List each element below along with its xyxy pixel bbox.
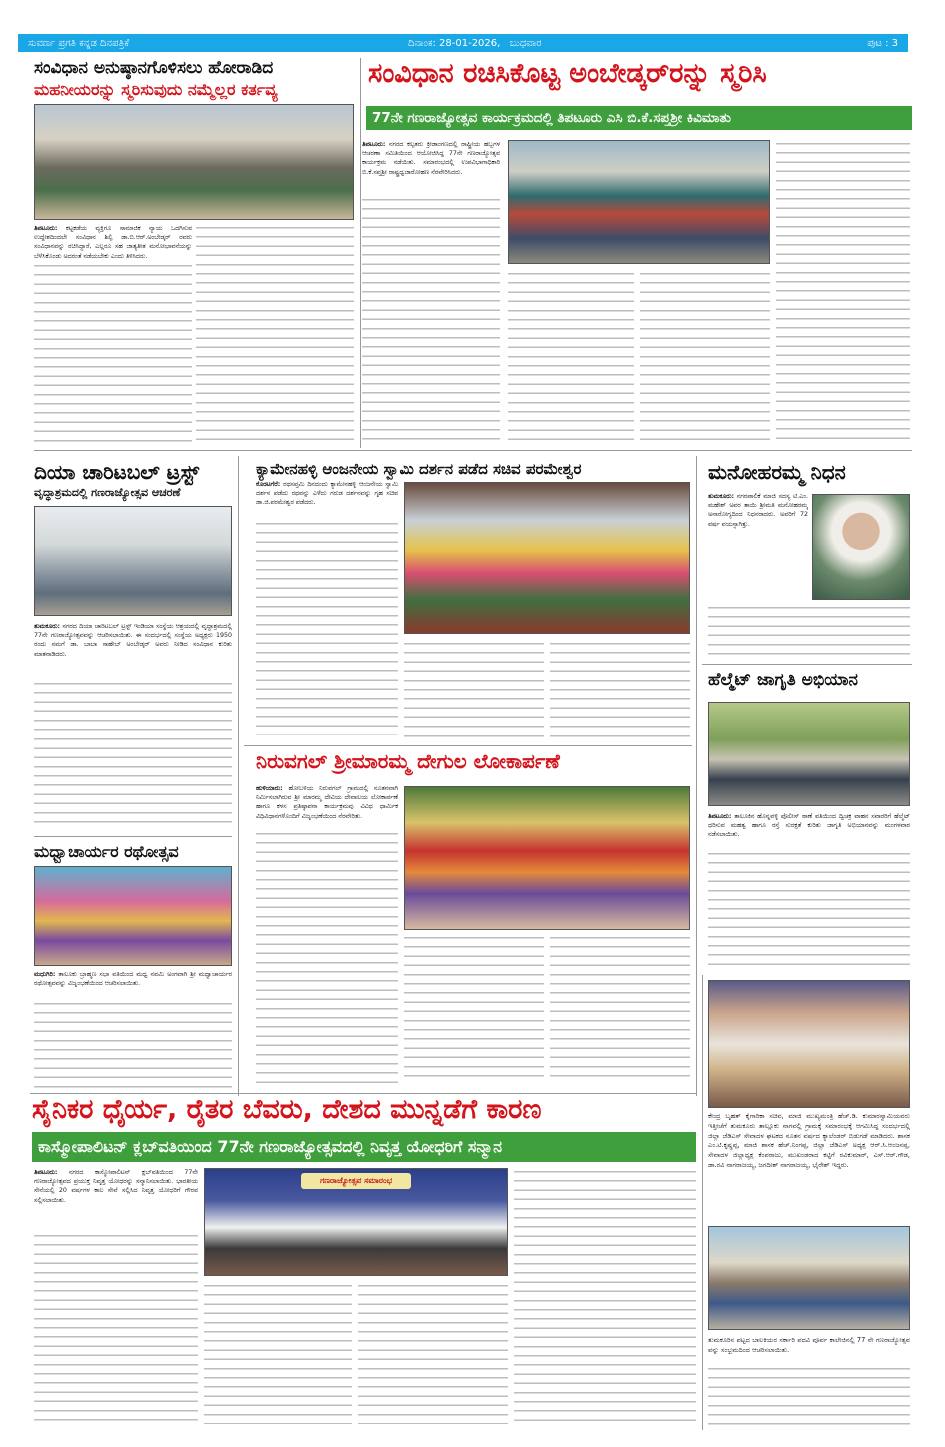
article-text-lines (550, 934, 690, 1084)
dateline: ಮಧುಗಿರಿ: (34, 971, 56, 978)
article-text-lines (34, 262, 192, 446)
article-text-lines (708, 1365, 910, 1425)
article-text-lines (34, 680, 232, 830)
article-text-lines (34, 1000, 232, 1090)
headline-manoharamma: ಮನೋಹರಮ್ಮ ನಿಧನ (708, 460, 846, 484)
column-divider (702, 975, 703, 1430)
photo-cosmopolitan-club (204, 1168, 508, 1276)
dateline: ತಿಪಟೂರು: (34, 1169, 58, 1176)
headline-madhvacharya: ಮಧ್ವಾಚಾರ್ಯರ ರಥೋತ್ಸವ (34, 842, 179, 861)
article-lead: ನಗರದ ಕಾಸ್ಮೋಪಾಲಿಟನ್ ಕ್ಲಬ್‌ವತಿಯಿಂದ 77ನೇ ಗಣರಾಜ್ಯೋತ್ಸವದ ಪ್ರಯುಕ್ತ ನಿವೃತ್ತ ಯೋಧರನ್ನು ಸನ್ಮಾನಿಸಲಾಯಿತು. ಭಾರತೀಯ ಸೇನೆಯಲ್ಲಿ 20 ವರ್ಷಗಳ ಕಾಲ ಸೇವೆ ಸಲ್ಲಿಸಿದ ನಿವೃತ್ತ ಯೋಧರಿಗೆ ಗೌರವ ಸಲ್ಲಿಸಲಾಯಿತು. (34, 1169, 198, 1204)
article-text-lines (256, 520, 398, 735)
photo-parameshwara-temple (404, 482, 690, 634)
paper-name: ಸುವರ್ಣ ಪ್ರಗತಿ ಕನ್ನಡ ದಿನಪತ್ರಿಕೆ (28, 37, 130, 49)
issue-date (408, 38, 542, 49)
dateline: ತಿಪಟೂರು: (34, 225, 58, 232)
dateline: ಹುಳಿಯಾರು: (256, 785, 283, 792)
column-divider (696, 456, 697, 1096)
headline-sainikara: ಸೈನಿಕರ ಧೈರ್ಯ, ರೈತರ ಬೆವರು, ದೇಶದ ಮುನ್ನಡೆಗೆ ಕಾರಣ (32, 1094, 542, 1125)
caption-school-republic-day: ತುಮಕೂರಿನ ಪಟ್ಟದ ಬಾಲಕಿಯರ ಸರ್ಕಾರಿ ಪದವಿ ಪೂರ್ವ ಕಾಲೇಜಿನಲ್ಲಿ 77 ನೇ ಗಣರಾಜ್ಯೋತ್ಸವ ವನ್ನು ಸಂಭ್ರಮದಿಂದ ಆಚರಿಸಲಾಯಿತು. (708, 1336, 910, 1354)
section-divider (34, 450, 912, 451)
column-divider (360, 58, 361, 448)
caption-calendar-release: ಕೇಂದ್ರ ಬೃಹತ್ ಕೈಗಾರಿಕಾ ಸಚಿವ, ಮಾಜಿ ಮುಖ್ಯಮಂತ್ರಿ ಹೆಚ್.ಡಿ. ಕುಮಾರಸ್ವಾಮಿಯವರು ಇತ್ತೀಚೆಗೆ ತುಮಕೂರು ತಾಲ್ಲೂಕು ನಾಗವಲ್ಲಿ ಗ್ರಾಮಕ್ಕೆ ಸಮಾರಂಭಕ್ಕೆ ಆಗಮಿಸಿದ್ದ ಸಂದರ್ಭದಲ್ಲಿ ಜಿಲ್ಲಾ ಜೆಡಿಎಸ್ ಸೇವಾದಳ ಘಟಕದ ನೂತನ ವರ್ಷದ ಕ್ಯಾಲೆಂಡರ್ ಬಿಡುಗಡೆ ಮಾಡಿದರು. ಶಾಸಕ ಎಂ.ಟಿ.ಕೃಷ್ಣಪ್ಪ, ಮಾಜಿ ಶಾಸಕ ಹೆಚ್.ನಿಂಗಪ್ಪ, ಜಿಲ್ಲಾ ಜೆಡಿಎಸ್ ಅಧ್ಯಕ್ಷ ಆರ್.ಸಿ.ಆಂಜನಪ್ಪ, ಸೇವಾದಳ ಜಿಲ್ಲಾಧ್ಯಕ್ಷ ಕೆಂಪರಾಜು, ಮುಖಂಡರಾದ ಕಟ್ಟಿಗೆ ರವಿಕುಮಾರ್, ಎಸ್.ಆರ್.ಗೌಡ, ಡಾ.ರವಿ ನಾಗರಾಜಯ್ಯ, ಜಗದೀಶ್ ನಾಗರಾಜಯ್ಯ, ಭೈರೇಶ್ ಇದ್ದರು. (708, 1112, 910, 1169)
article-lead: ರಥಸಪ್ತಮಿ ದಿನದಂದು ಕ್ಯಾಮೇನಹಳ್ಳಿ ಆಂಜನೇಯ ಸ್ವಾಮಿ ದರ್ಶನ ಪಡೆದು ರಥವನ್ನು ಎಳೆದು ಗರುಡ ದರ್ಶನವನ್ನು ಗೃಹ ಸಚಿವ ಡಾ.ಜಿ.ಪರಮೇಶ್ವರ ಪಡೆದರು. (256, 481, 398, 507)
article-text-lines (514, 1168, 696, 1424)
article-text-lines (404, 934, 544, 1084)
photo-calendar-release (708, 980, 910, 1108)
article-lead: ಕಟ್ಟಕಡೆಯ ವ್ಯಕ್ತಿಗೂ ಸಾಮಾಜಿಕ ನ್ಯಾಯ ಒದಗಿಸುವ ಉದ್ದೇಶದಿಂದಲೇ ಸಂವಿಧಾನ ಶಿಲ್ಪಿ ಡಾ.ಬಿ.ಆರ್.ಅಂಬೇಡ್ಕರ್ ರವರು ಸಂವಿಧಾನವನ್ನು ರಚಿಸಿದ್ದಾರೆ, ಎಲ್ಲರೂ ಸಹ ಜಾತ್ಯತೀತ ಮನೋಭಾವನೆಯನ್ನು ಬೆಳೆಸಿಕೊಂಡು ಅದರಂತೆ ನಡೆಯಬೇಕು ಎಂದು ತಿಳಿಸಿದರು. (34, 225, 192, 260)
article-lead: ನಗರದ ದಿಯಾ ಚಾರಿಟಬಲ್ ಟ್ರಸ್ಟ್ ಇಂಡಿಯಾ ಸಂಸ್ಥೆಯ ಆಶ್ರಯದಲ್ಲಿ ವೃದ್ಧಾಶ್ರಮದಲ್ಲಿ 77ನೇ ಗಣರಾಜ್ಯೋತ್ಸವವನ್ನು ಆಚರಿಸಲಾಯಿತು. ಈ ಸಂದರ್ಭದಲ್ಲಿ ಸಂಸ್ಥೆಯ ಅಧ್ಯಕ್ಷರು 1950 ರಂದು ನಮಗೆ ಡಾ. ಬಾಬಾ ಸಾಹೇಬ್ ಅಂಬೇಡ್ಕರ್ ಅವರು ನೀಡಿದ ಸಂವಿಧಾನ ಕುರಿತು ಮಾತನಾಡಿದರು. (34, 623, 232, 658)
weekday-text: ಬುಧವಾರ (509, 37, 542, 49)
photo-diya-trust (34, 506, 232, 616)
article-lead: ತಾಲೂಕು ಬ್ರಾಹ್ಮಣ ಸಭಾ ವತಿಯಿಂದ ಮಧ್ವ ನವಮಿ ಅಂಗವಾಗಿ ಶ್ರೀ ಮಧ್ವಾಚಾರ್ಯರ ರಥೋತ್ಸವವನ್ನು ವಿಜೃಂಭಣೆಯಿಂದ ಆಚರಿಸಲಾಯಿತು. (34, 971, 232, 988)
dateline: ತಿಪಟೂರು: (362, 141, 386, 148)
article-text-lines (404, 640, 544, 740)
article-text-lines (256, 830, 398, 1085)
article-lead: ತಾಲೂಕಿನ ಹೊನ್ನವಳ್ಳಿ ಪೊಲೀಸ್ ಠಾಣೆ ವತಿಯಿಂದ ದ್ವಿಚಕ್ರ ವಾಹನ ಸವಾರರಿಗೆ ಹೆಲ್ಮೆಟ್ ಧರಿಸುವ ಮಹತ್ವ ಹಾಗೂ ರಸ್ತೆ ಸುರಕ್ಷತೆ ಕುರಿತು ಜಾಗೃತಿ ಅಭಿಯಾನವನ್ನು ಮಂಗಳವಾರ ನಡೆಸಲಾಯಿತು. (708, 813, 910, 839)
article-text-lines (358, 1282, 508, 1424)
article-text-lines (362, 196, 500, 440)
photo-republic-day-stage (508, 140, 770, 264)
article-text-lines (708, 604, 910, 660)
photo-manoharamma-portrait (812, 494, 910, 600)
photo-maramma-temple (404, 786, 690, 930)
photo-helmet-campaign (708, 702, 910, 806)
photo-school-republic-day (708, 1226, 910, 1330)
page-number: ಪುಟ : 3 (867, 37, 898, 49)
article-text-lines (508, 270, 634, 440)
article-lead: ನಗರದ ಕಲ್ಪತರು ಕ್ರೀಡಾಂಗಣದಲ್ಲಿ ರಾಷ್ಟ್ರೀಯ ಹಬ್ಬಗಳ ಆಚರಣಾ ಸಮಿತಿಯಿಂದ ಆಯೋಜಿಸಿದ್ದ 77ನೇ ಗಣರಾಜ್ಯೋತ್ಸವ ಕಾರ್ಯಕ್ರಮ ನಡೆಯಿತು. ಸಮಾರಂಭದಲ್ಲಿ ಉಪವಿಭಾಗಾಧಿಕಾರಿ ಬಿ.ಕೆ.ಸಪ್ತಶ್ರೀ ರಾಷ್ಟ್ರಧ್ವಜಾರೋಹಣ ನೆರವೇರಿಸಿದರು. (362, 141, 500, 176)
subheadline-sainikara: ಕಾಸ್ಮೋಪಾಲಿಟನ್ ಕ್ಲಬ್‌ವತಿಯಿಂದ 77ನೇ ಗಣರಾಜ್ಯೋತ್ಸವದಲ್ಲಿ ನಿವೃತ್ತ ಯೋಧರಿಗೆ ಸನ್ಮಾನ (32, 1132, 696, 1162)
subheadline-diya-trust: ವೃದ್ಧಾಶ್ರಮದಲ್ಲಿ ಗಣರಾಜ್ಯೋತ್ಸವ ಆಚರಣೆ (34, 486, 181, 499)
article-text-lines (196, 224, 354, 446)
article-lead: ನಗರಪಾಲಿಕೆ ಮಾಜಿ ಸದಸ್ಯ ಟಿ.ಎಂ. ಮಹೇಶ್ ಅವರ ತಾಯಿ ಶ್ರೀಮತಿ ಮನೋಹರಮ್ಮ ಅನಾರೋಗ್ಯದಿಂದ ನಿಧನರಾದರು. ಅವರಿಗೆ 72 ವರ್ಷ ವಯಸ್ಸಾಗಿತ್ತು. (708, 493, 808, 528)
headline-diya-trust: ದಿಯಾ ಚಾರಿಟಬಲ್ ಟ್ರಸ್ಟ್ (34, 460, 200, 484)
dateline: ತಿಪಟೂರು: (708, 813, 732, 820)
article-text-lines (640, 270, 770, 440)
section-divider (34, 836, 232, 837)
article-text-lines (776, 140, 910, 440)
date-text: ದಿನಾಂಕ: 28-01-2026, (408, 37, 501, 49)
photo-samvidhana-group (34, 104, 354, 220)
photo-banner-text: ಗಣರಾಜ್ಯೋತ್ಸವ ಸಮಾರಂಭ (301, 1173, 411, 1189)
headline-ambedkar: ಸಂವಿಧಾನ ರಚಿಸಿಕೊಟ್ಟ ಅಂಬೇಡ್ಕರ್‌ರನ್ನು ಸ್ಮರಿಸಿ (368, 58, 767, 89)
subheadline-ambedkar: 77ನೇ ಗಣರಾಜ್ಯೋತ್ಸವ ಕಾರ್ಯಕ್ರಮದಲ್ಲಿ ತಿಪಟೂರು ಎಸಿ ಬಿ.ಕೆ.ಸಪ್ತಶ್ರೀ ಕಿವಿಮಾತು (366, 106, 912, 130)
dateline: ಕೊರಟಗೆರೆ: (256, 481, 281, 488)
headline-samvidhana-left-1: ಸಂವಿಧಾನ ಅನುಷ್ಠಾನಗೊಳಿಸಲು ಹೋರಾಡಿದ (34, 58, 274, 78)
column-divider (238, 456, 239, 1096)
headline-samvidhana-left-2: ಮಹನೀಯರನ್ನು ಸ್ಮರಿಸುವುದು ನಮ್ಮೆಲ್ಲರ ಕರ್ತವ್ಯ (34, 80, 278, 99)
headline-helmet: ಹೆಲ್ಮೆಟ್ ಜಾಗೃತಿ ಅಭಿಯಾನ (708, 670, 858, 690)
photo-madhvacharya (34, 866, 232, 966)
dateline: ತುಮಕೂರು: (34, 623, 61, 630)
article-text-lines (550, 640, 690, 740)
article-text-lines (204, 1282, 352, 1424)
article-text-lines (708, 850, 910, 972)
section-divider (702, 664, 912, 665)
article-text-lines (34, 1232, 198, 1424)
dateline: ತುಮಕೂರು: (708, 493, 735, 500)
headline-kyamenahalli: ಕ್ಯಾಮೇನಹಳ್ಳಿ ಆಂಜನೇಯ ಸ್ವಾಮಿ ದರ್ಶನ ಪಡೆದ ಸಚಿವ ಪರಮೇಶ್ವರ (256, 460, 582, 478)
article-lead: ಹೋಬಳಿಯ ನಿರುವಗಲ್ ಗ್ರಾಮದಲ್ಲಿ ನೂತನವಾಗಿ ನಿರ್ಮಿಸಲಾಗಿರುವ ಶ್ರೀ ಮಾರಮ್ಮ ದೇವಿಯ ದೇವಾಲಯ ಲೋಕಾರ್ಪಣೆ ಹಾಗೂ ಕಳಸ ಪ್ರತಿಷ್ಠಾಪನಾ ಕಾರ್ಯಕ್ರಮವು ವಿವಿಧ ಧಾರ್ಮಿಕ ವಿಧಿವಿಧಾನಗಳೊಂದಿಗೆ ವಿಜೃಂಭಣೆಯಿಂದ ನೆರವೇರಿತು. (256, 785, 398, 820)
masthead-bar (18, 34, 908, 52)
section-divider (244, 745, 692, 746)
headline-niruvagal: ನಿರುವಗಲ್ ಶ್ರೀಮಾರಮ್ಮ ದೇಗುಲ ಲೋಕಾರ್ಪಣೆ (256, 749, 560, 773)
